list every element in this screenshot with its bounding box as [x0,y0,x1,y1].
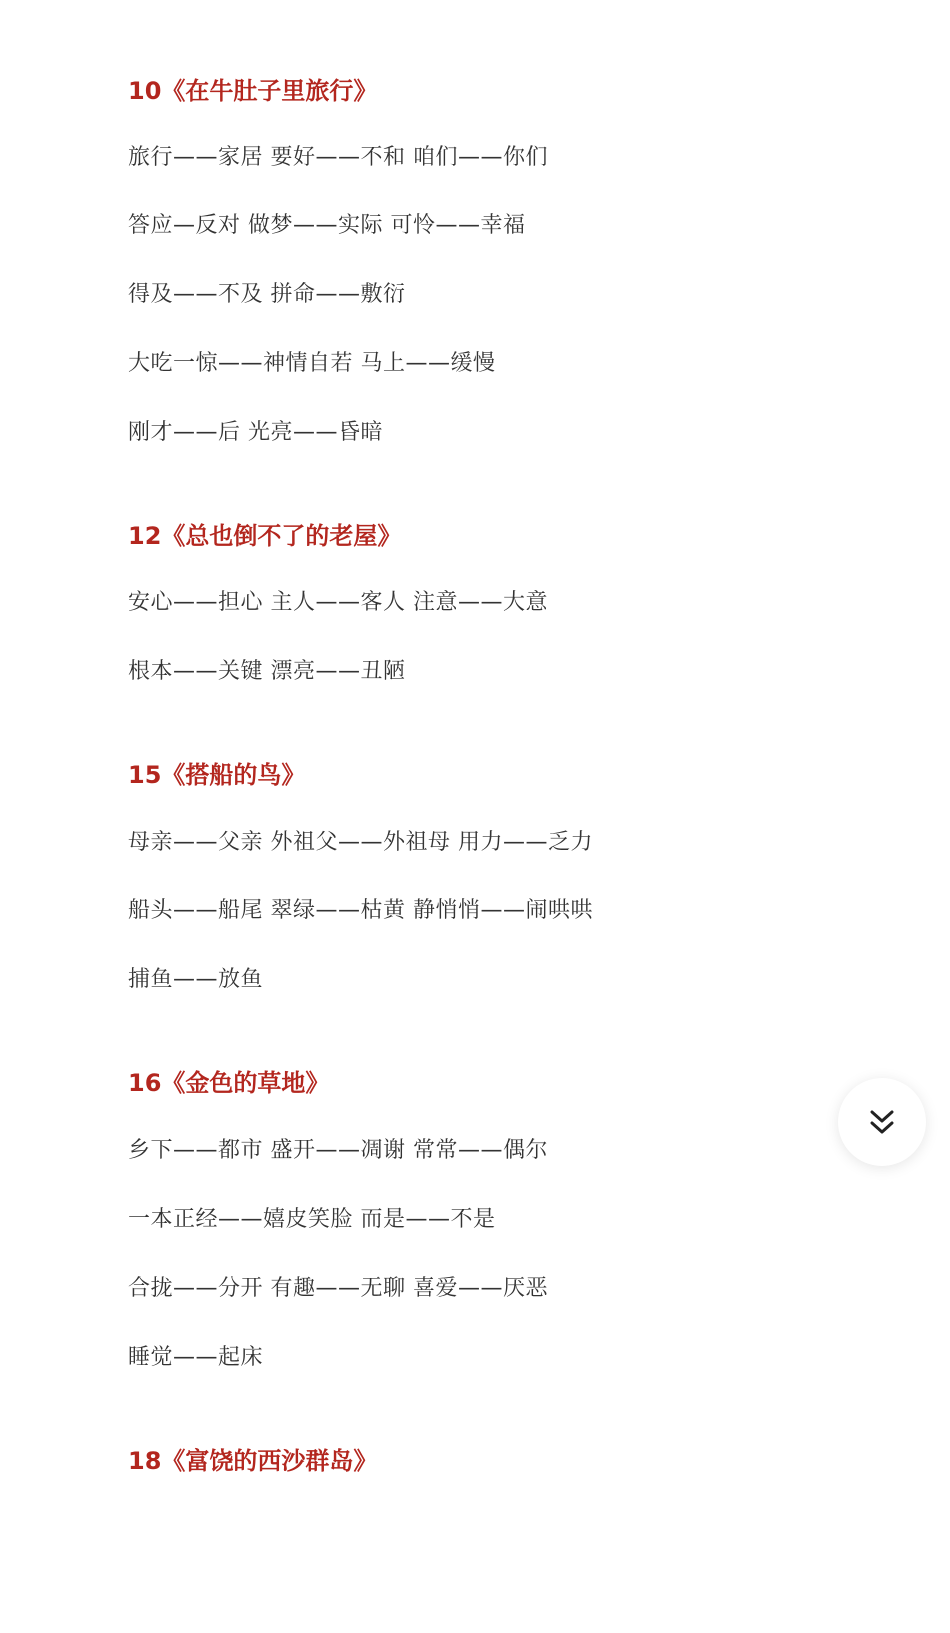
section-heading-15: 15《搭船的鸟》 [128,761,306,789]
antonym-line: 刚才——后 光亮——昏暗 [128,420,383,445]
antonym-line: 旅行——家居 要好——不和 咱们——你们 [128,145,548,170]
antonym-line: 母亲——父亲 外祖父——外祖母 用力——乏力 [128,830,593,855]
antonym-line: 安心——担心 主人——客人 注意——大意 [128,590,548,615]
antonym-line: 乡下——都市 盛开——凋谢 常常——偶尔 [128,1138,548,1163]
section-heading-18: 18《富饶的西沙群岛》 [128,1447,378,1475]
antonym-line: 得及——不及 拼命——敷衍 [128,282,406,307]
section-heading-12: 12《总也倒不了的老屋》 [128,522,402,550]
antonym-line: 根本——关键 漂亮——丑陋 [128,659,406,684]
antonym-line: 船头——船尾 翠绿——枯黄 静悄悄——闹哄哄 [128,898,593,923]
double-chevron-down-icon [865,1105,899,1139]
antonym-line: 睡觉——起床 [128,1345,264,1370]
section-heading-10: 10《在牛肚子里旅行》 [128,77,378,105]
antonym-line: 大吃一惊——神情自若 马上——缓慢 [128,351,496,376]
antonym-line: 合拢——分开 有趣——无聊 喜爱——厌恶 [128,1276,548,1301]
antonym-line: 一本正经——嬉皮笑脸 而是——不是 [128,1207,496,1232]
antonym-line: 捕鱼——放鱼 [128,967,264,992]
section-heading-16: 16《金色的草地》 [128,1069,330,1097]
scroll-down-button[interactable] [838,1078,926,1166]
antonym-line: 答应—反对 做梦——实际 可怜——幸福 [128,213,526,238]
